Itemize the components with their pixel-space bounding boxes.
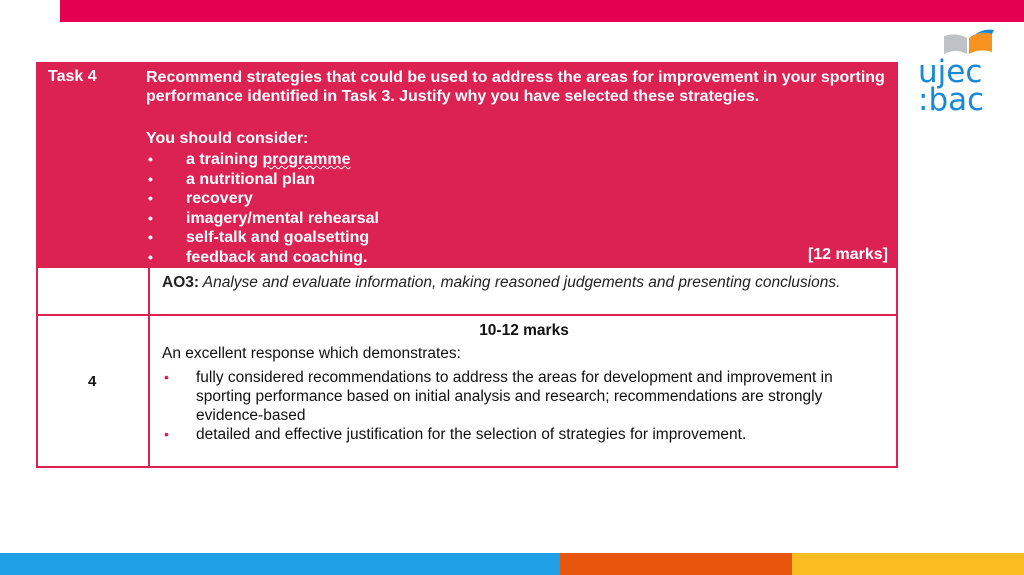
ao3-criteria [162,274,892,292]
list-item: • recovery [148,190,253,208]
table-bottom-border [36,466,898,468]
footer-bar-blue [0,553,560,575]
bullet-icon: • [164,426,169,442]
bullet-icon: • [164,369,169,385]
footer-bar-orange [560,553,792,575]
band-number: 4 [88,373,97,390]
book-icon [940,28,996,56]
marks-label: [12 marks] [807,246,888,263]
band-heading: 10-12 marks [479,322,569,339]
bullet-icon: • [148,229,153,246]
list-item: • a training programme [148,151,351,168]
bullet-icon: • [148,190,153,207]
bullet-icon: • [148,209,153,226]
list-item: • detailed and effective justification for the selection of strategies for improvement. [164,426,747,443]
ao3-label: AO3: [162,274,200,291]
band-intro: An excellent response which demonstrates: [162,345,461,362]
list-item: • feedback and coaching. [148,248,368,266]
top-brand-bar [60,0,1024,22]
task-description: Recommend strategies that could be used to address the areas for improvement in your sporting performance identified in Task 3. Justify why you have selected these strategies. [146,69,885,105]
logo-text-line1: ujec [918,54,983,90]
task-label: Task 4 [48,68,97,85]
table-row-divider [36,314,898,316]
list-item: • fully considered recommendations to address the areas for development and improvement in sporting performance based on initial analysis and research; recommendations are strongly evidence-based [164,369,833,424]
table-column-divider [148,268,150,468]
consider-list [146,150,379,268]
task-block [36,62,898,268]
spellcheck-word: programme [262,151,351,168]
logo-text-line2: :bac [918,82,985,118]
consider-heading: You should consider: [146,130,309,147]
footer-bar-yellow [792,553,1024,575]
band-criteria-list [162,368,882,444]
bullet-icon: • [148,170,153,187]
list-item: • self-talk and goalsetting [148,229,370,247]
list-item: • imagery/mental rehearsal [148,209,379,227]
ao3-text: Analyse and evaluate information, making reasoned judgements and presenting conclusions. [199,274,841,291]
bullet-icon: • [148,248,153,265]
list-item: • a nutritional plan [148,170,315,188]
wjec-logo [918,28,998,118]
bullet-icon: • [148,151,153,167]
